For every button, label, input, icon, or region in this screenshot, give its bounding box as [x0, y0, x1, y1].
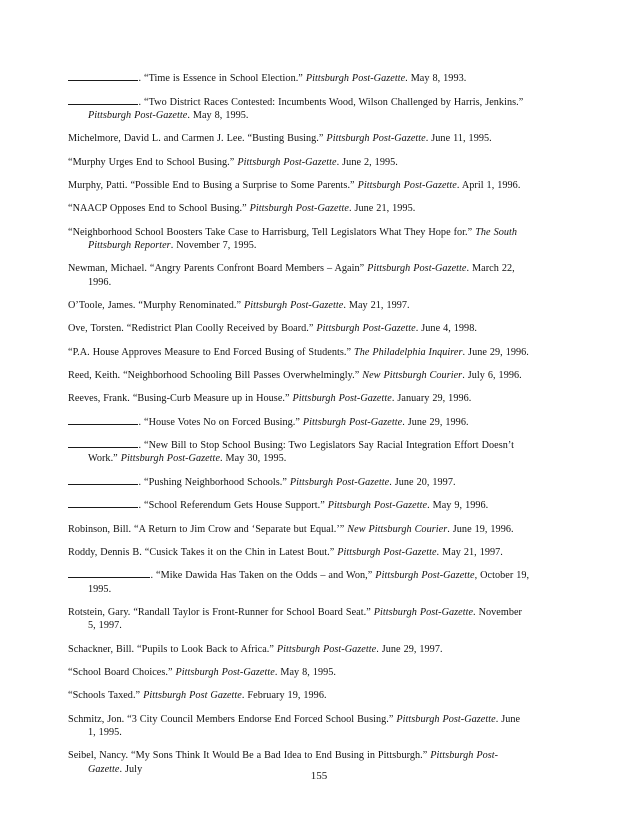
bibliography-entry: [68, 132, 530, 145]
citation-text: . June 20, 1997.: [389, 476, 456, 488]
citation-text: “Neighborhood School Boosters Take Case to Harrisburg, Tell Legislators What They Hope for.”: [68, 226, 476, 238]
citation-text: Reed, Keith. “Neighborhood Schooling Bill Passes Overwhelmingly.”: [68, 370, 363, 382]
citation-text: . June 1, 1995.: [88, 713, 521, 738]
bibliography-entry: [68, 156, 530, 169]
citation-text: . May 21, 1997.: [436, 547, 503, 559]
bibliography-entry: [68, 179, 530, 192]
publication-title: Pittsburgh Post-Gazette: [305, 73, 406, 85]
publication-title: Pittsburgh Post-Gazette: [357, 179, 457, 191]
publication-title: Pittsburgh Post-Gazette: [88, 109, 188, 121]
citation-text: . November 7, 1995.: [170, 239, 257, 251]
bibliography-entry: [68, 416, 530, 429]
citation-text: . “House Votes No on Forced Busing.”: [138, 416, 303, 428]
citation-text: Schackner, Bill. “Pupils to Look Back to Africa.”: [68, 643, 277, 655]
publication-title: Pittsburgh Post-Gazette: [249, 203, 349, 215]
repeated-author-rule: [68, 501, 138, 508]
citation-text: Schmitz, Jon. “3 City Council Members Endorse End Forced School Busing.”: [68, 713, 397, 725]
publication-title: Pittsburgh Post-Gazette: [367, 263, 467, 275]
citation-text: . “Time is Essence in School Election.”: [138, 73, 306, 85]
bibliography-entry: [68, 499, 530, 512]
repeated-author-rule: [68, 418, 138, 425]
bibliography-entry: [68, 202, 530, 215]
citation-text: . “Two District Races Contested: Incumbents Wood, Wilson Challenged by Harris, Jenkins.”: [138, 96, 524, 108]
bibliography-entry: [68, 322, 530, 335]
citation-text: . April 1, 1996.: [456, 179, 521, 191]
repeated-author-rule: [68, 74, 138, 81]
publication-title: Pittsburgh Post-Gazette: [289, 476, 390, 488]
publication-title: Pittsburgh Post-Gazette: [244, 299, 344, 311]
publication-title: Pittsburgh Post-Gazette: [302, 416, 403, 428]
citation-text: . May 8, 1995.: [274, 667, 336, 678]
repeated-author-rule: [68, 478, 138, 485]
bibliography-list: [68, 62, 530, 785]
citation-text: . June 21, 1995.: [348, 203, 416, 215]
publication-title: Pittsburgh Post-Gazette: [373, 607, 474, 619]
repeated-author-rule: [68, 441, 138, 448]
publication-title: Pittsburgh Post-Gazette: [88, 750, 499, 775]
citation-text: . March 22, 1996.: [88, 263, 515, 288]
publication-title: Pittsburgh Post-Gazette: [337, 547, 437, 559]
citation-text: Reeves, Frank. “Busing-Curb Measure up in House.”: [68, 393, 293, 405]
publication-title: New Pittsburgh Courier: [362, 370, 463, 382]
citation-text: , October 19, 1995.: [88, 570, 530, 595]
bibliography-entry: [68, 226, 530, 252]
publication-title: Pittsburgh Post-Gazette: [120, 453, 221, 465]
citation-text: . July 6, 1996.: [462, 370, 522, 382]
citation-text: . May 9, 1996.: [427, 500, 489, 512]
citation-text: . February 19, 1996.: [241, 690, 327, 702]
bibliography-entry: [68, 523, 530, 536]
citation-text: . June 29, 1996.: [462, 346, 529, 358]
bibliography-entry: [68, 299, 530, 312]
citation-text: . “New Bill to Stop School Busing: Two Legislators Say Racial Integration Effort Doesn’t Work.”: [88, 440, 515, 465]
citation-text: . May 8, 1993.: [405, 73, 467, 85]
bibliography-entry: [68, 606, 530, 632]
citation-text: . May 30, 1995.: [220, 453, 287, 465]
publication-title: Pittsburgh Post-Gazette: [326, 133, 426, 145]
citation-text: . “Mike Dawida Has Taken on the Odds – and Won,”: [150, 570, 376, 582]
page-number: 155: [310, 770, 328, 782]
citation-text: . November 5, 1997.: [88, 607, 522, 632]
bibliography-entry: [68, 569, 530, 595]
publication-title: Pittsburgh Post Gazette: [143, 690, 242, 702]
publication-title: Pittsburgh Post-Gazette: [237, 156, 337, 168]
citation-text: Rotstein, Gary. “Randall Taylor is Front-Runner for School Board Seat.”: [68, 607, 374, 619]
bibliography-entry: [68, 546, 530, 559]
publication-title: The South Pittsburgh Reporter: [88, 226, 518, 251]
citation-text: . June 19, 1996.: [447, 523, 514, 535]
citation-text: . June 4, 1998.: [415, 323, 477, 335]
citation-text: . June 11, 1995.: [425, 133, 492, 145]
bibliography-entry: [68, 713, 530, 739]
citation-text: Ove, Torsten. “Redistrict Plan Coolly Received by Board.”: [68, 323, 317, 335]
bibliography-entry: [68, 689, 530, 702]
citation-text: . July: [119, 763, 143, 775]
citation-text: “NAACP Opposes End to School Busing.”: [68, 203, 250, 215]
bibliography-entry: [68, 346, 530, 359]
bibliography-entry: [68, 439, 530, 465]
publication-title: Pittsburgh Post-Gazette: [276, 643, 377, 655]
publication-title: Pittsburgh Post-Gazette: [292, 393, 392, 405]
citation-text: Murphy, Patti. “Possible End to Busing a Surprise to Some Parents.”: [68, 179, 358, 191]
bibliography-entry: [68, 476, 530, 489]
citation-text: . May 8, 1995.: [187, 109, 249, 121]
citation-text: “Schools Taxed.”: [68, 690, 144, 702]
citation-text: . May 21, 1997.: [343, 299, 410, 311]
citation-text: . June 29, 1997.: [376, 643, 443, 655]
citation-text: Roddy, Dennis B. “Cusick Takes it on the Chin in Latest Bout.”: [68, 547, 338, 559]
citation-text: “P.A. House Approves Measure to End Forced Busing of Students.”: [68, 346, 354, 358]
bibliography-entry: [68, 666, 530, 679]
citation-text: . “School Referendum Gets House Support.”: [138, 500, 328, 512]
bibliography-entry: [68, 96, 530, 122]
bibliography-entry: [68, 392, 530, 405]
bibliography-entry: [68, 643, 530, 656]
bibliography-entry: [68, 72, 530, 85]
publication-title: Pittsburgh Post-Gazette: [316, 323, 416, 335]
bibliography-entry: [68, 369, 530, 382]
citation-text: Robinson, Bill. “A Return to Jim Crow and ‘Separate but Equal.’”: [68, 523, 348, 535]
citation-text: Seibel, Nancy. “My Sons Think It Would Be a Bad Idea to End Busing in Pittsburgh.”: [68, 750, 431, 762]
citation-text: . June 2, 1995.: [336, 156, 398, 168]
citation-text: . “Pushing Neighborhood Schools.”: [138, 476, 290, 488]
publication-title: The Philadelphia Inquirer: [353, 346, 463, 358]
publication-title: Pittsburgh Post-Gazette: [375, 570, 475, 582]
repeated-author-rule: [68, 97, 138, 104]
citation-text: Newman, Michael. “Angry Parents Confront Board Members – Again”: [68, 263, 368, 275]
publication-title: Pittsburgh Post-Gazette: [327, 500, 428, 512]
citation-text: Michelmore, David L. and Carmen J. Lee. “Busting Busing.”: [68, 133, 327, 145]
publication-title: New Pittsburgh Courier: [347, 523, 448, 535]
citation-text: “Murphy Urges End to School Busing.”: [68, 156, 238, 168]
publication-title: Pittsburgh Post-Gazette: [396, 713, 496, 725]
bibliography-entry: [68, 262, 530, 288]
citation-text: . January 29, 1996.: [391, 393, 472, 405]
repeated-author-rule: [68, 571, 150, 578]
publication-title: Pittsburgh Post-Gazette: [175, 667, 275, 678]
citation-text: “School Board Choices.”: [68, 667, 176, 678]
citation-text: . June 29, 1996.: [402, 416, 469, 428]
citation-text: O’Toole, James. “Murphy Renominated.”: [68, 299, 245, 311]
